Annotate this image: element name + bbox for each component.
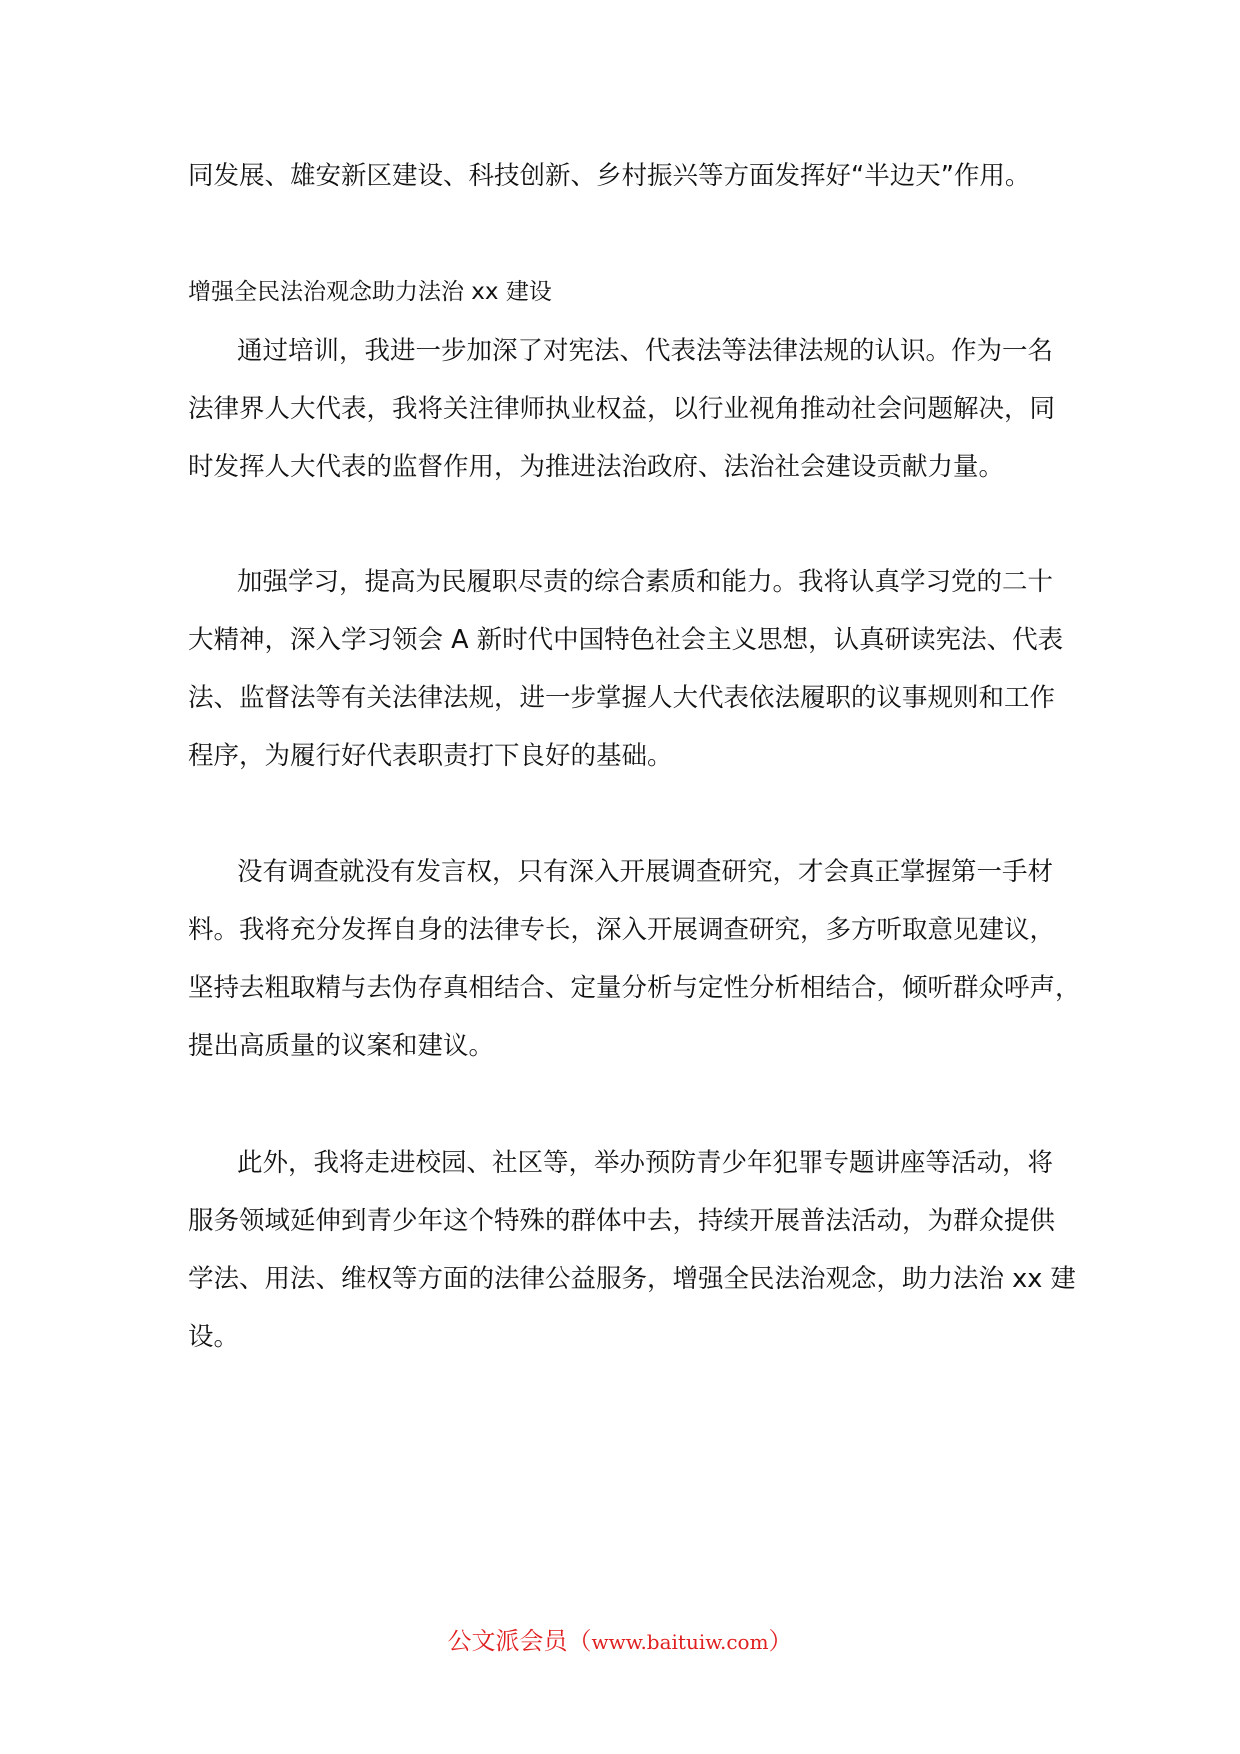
paragraph-line: 程序，为履行好代表职责打下良好的基础。 bbox=[188, 741, 673, 771]
paragraph-line: 加强学习，提高为民履职尽责的综合素质和能力。我将认真学习党的二十 bbox=[237, 567, 1054, 597]
paragraph-line: 料。我将充分发挥自身的法律专长，深入开展调查研究，多方听取意见建议， bbox=[188, 915, 1056, 945]
paragraph-line: 此外，我将走进校园、社区等，举办预防青少年犯罪专题讲座等活动，将 bbox=[237, 1148, 1054, 1178]
section-heading: 增强全民法治观念助力法治 xx 建设 bbox=[188, 279, 552, 305]
paragraph-line: 设。 bbox=[188, 1322, 240, 1352]
paragraph-line: 法、监督法等有关法律法规，进一步掌握人大代表依法履职的议事规则和工作 bbox=[188, 683, 1056, 713]
footer-close-paren: ） bbox=[768, 1627, 793, 1655]
paragraph-line: 服务领域延伸到青少年这个特殊的群体中去，持续开展普法活动，为群众提供 bbox=[188, 1206, 1056, 1236]
footer-watermark bbox=[0, 1626, 1240, 1657]
paragraph-line: 没有调查就没有发言权，只有深入开展调查研究，才会真正掌握第一手材 bbox=[237, 857, 1054, 887]
paragraph-line: 学法、用法、维权等方面的法律公益服务，增强全民法治观念，助力法治 xx 建 bbox=[188, 1264, 1076, 1294]
paragraph-line: 提出高质量的议案和建议。 bbox=[188, 1031, 495, 1061]
paragraph-line: 坚持去粗取精与去伪存真相结合、定量分析与定性分析相结合，倾听群众呼声， bbox=[188, 973, 1081, 1003]
footer-url[interactable]: www.baituiw.com bbox=[591, 1630, 769, 1654]
footer-label: 公文派会员 bbox=[447, 1627, 568, 1655]
paragraph-line: 时发挥人大代表的监督作用，为推进法治政府、法治社会建设贡献力量。 bbox=[188, 452, 1005, 482]
paragraph-line: 通过培训，我进一步加深了对宪法、代表法等法律法规的认识。作为一名 bbox=[237, 336, 1054, 366]
paragraph-line: 法律界人大代表，我将关注律师执业权益，以行业视角推动社会问题解决，同 bbox=[188, 394, 1056, 424]
footer-open-paren: （ bbox=[567, 1627, 592, 1655]
paragraph-line: 大精神，深入学习领会 A 新时代中国特色社会主义思想，认真研读宪法、代表 bbox=[188, 625, 1064, 655]
intro-line: 同发展、雄安新区建设、科技创新、乡村振兴等方面发挥好“半边天”作用。 bbox=[188, 161, 1031, 191]
